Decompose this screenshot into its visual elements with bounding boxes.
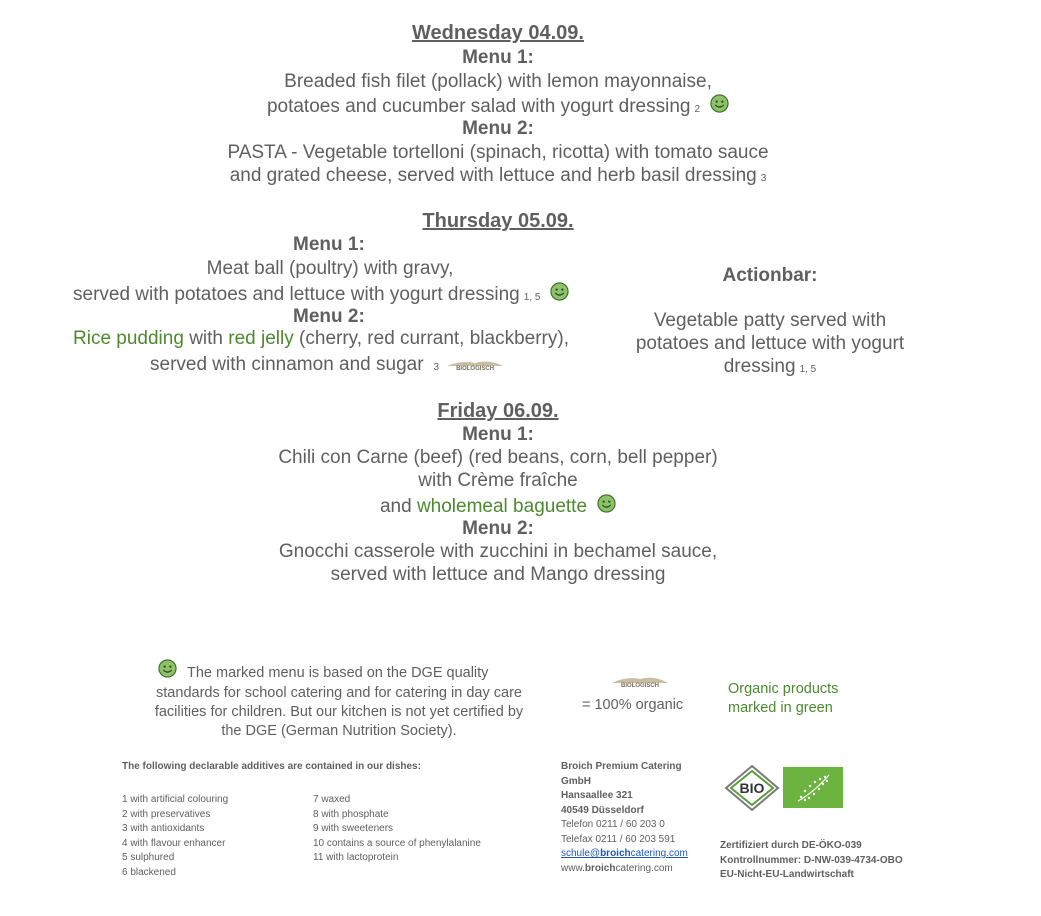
additive-item: 2 with preservatives (122, 808, 211, 820)
actionbar-title: Actionbar: (722, 265, 818, 286)
thursday-menu1-line2: served with potatoes and lettuce with yogurt dressing 1, 5 (73, 282, 569, 306)
organic-green-line1: Organic products (728, 681, 839, 697)
bio-logo-icon (724, 764, 780, 812)
company-name-suffix: GmbH (561, 775, 591, 787)
thursday-menu1-label: Menu 1: (293, 234, 365, 255)
additive-numbers: 3 (433, 362, 440, 373)
smiley-icon (550, 282, 569, 301)
friday-menu1-line1: Chili con Carne (beef) (red beans, corn, bell pepper) (278, 447, 718, 468)
additive-item: 5 sulphured (122, 852, 175, 863)
additive-numbers: 3 (760, 173, 767, 184)
email-link: schule@broichcatering.com (561, 848, 688, 859)
certifier: Zertifiziert durch DE-ÖKO-039 (720, 840, 862, 851)
thursday-menu2-line2: served with cinnamon and sugar 3 BIOLOGISCH (150, 354, 503, 376)
wednesday-menu1-label: Menu 1: (462, 47, 534, 68)
company-city: 40549 Düsseldorf (561, 804, 644, 816)
wednesday-menu1-line1: Breaded fish filet (pollack) with lemon mayonnaise, (284, 71, 712, 92)
thursday-menu2-line1: Rice pudding with red jelly (cherry, red currant, blackberry), (73, 328, 569, 349)
company-street: Hansaallee 321 (561, 790, 633, 801)
additive-item: 1 with artificial colouring (122, 794, 229, 805)
actionbar-line1: Vegetable patty served with (653, 310, 887, 331)
additive-item: 7 waxed (313, 794, 351, 805)
wednesday-menu1-line2: potatoes and cucumber salad with yogurt dressing 2 (0, 94, 996, 118)
friday-menu1-label: Menu 1: (462, 424, 534, 445)
smiley-icon (158, 659, 177, 678)
smiley-icon (597, 494, 616, 513)
dge-note-line3: facilities for children. But our kitchen is not yet certified by (154, 704, 524, 720)
thursday-menu1-line1: Meat ball (poultry) with gravy, (206, 258, 454, 279)
eu-organic-leaf-icon (783, 767, 843, 808)
additives-col2 (313, 793, 481, 866)
additive-item: 9 with sweeteners (313, 823, 394, 834)
friday-menu2-line2: served with lettuce and Mango dressing (330, 564, 666, 585)
additive-item: 6 blackened (122, 866, 176, 878)
dge-note-line4: the DGE (German Nutrition Society). (221, 723, 457, 739)
actionbar-line3: dressing 1, 5 (723, 356, 817, 377)
agriculture-origin: EU-Nicht-EU-Landwirtschaft (720, 869, 854, 880)
additive-item: 11 with lactoprotein (313, 852, 399, 863)
company-name: Broich Premium Catering (561, 761, 682, 772)
dge-note-line1: The marked menu is based on the DGE quality (187, 665, 489, 681)
wednesday-menu2-label: Menu 2: (462, 118, 534, 139)
wednesday-menu2-line2: and grated cheese, served with lettuce and herb basil dressing 3 (229, 165, 767, 186)
dge-note-line2: standards for school catering and for catering in day care (156, 685, 522, 701)
company-email-link[interactable] (561, 847, 688, 862)
friday-menu2-line1: Gnocchi casserole with zucchini in bechamel sauce, (278, 541, 718, 562)
thursday-title: Thursday 05.09. (422, 210, 574, 232)
additive-item: 4 with flavour enhancer (122, 837, 226, 849)
bio-badge-icon: BIOLOGISCH (612, 675, 668, 695)
company-phone: Telefon 0211 / 60 203 0 (561, 819, 665, 830)
smiley-icon (710, 94, 729, 113)
organic-green-line2: marked in green (728, 700, 833, 716)
organic-percent-label: = 100% organic (582, 697, 684, 713)
actionbar-line2: potatoes and lettuce with yogurt (635, 333, 905, 354)
additive-numbers: 1, 5 (799, 364, 817, 375)
additive-item: 8 with phosphate (313, 808, 389, 820)
wednesday-title: Wednesday 04.09. (412, 22, 584, 44)
additive-numbers: 1, 5 (523, 292, 541, 303)
company-website[interactable]: www.broichcatering.com (561, 862, 673, 874)
additive-numbers: 2 (694, 104, 701, 115)
additive-item: 3 with antioxidants (122, 823, 205, 834)
friday-menu2-label: Menu 2: (462, 518, 534, 539)
company-address (561, 760, 688, 876)
svg-text:BIO: BIO (739, 780, 765, 796)
wednesday-menu2-line1: PASTA - Vegetable tortelloni (spinach, ricotta) with tomato sauce (227, 142, 769, 163)
additives-col1 (122, 793, 228, 880)
friday-title: Friday 06.09. (437, 400, 559, 422)
friday-menu1-line3: and wholemeal baguette (0, 494, 996, 518)
friday-menu1-line2: with Crème fraîche (418, 470, 578, 491)
additive-item: 10 contains a source of phenylalanine (313, 837, 481, 849)
additives-heading: The following declarable additives are contained in our dishes: (122, 761, 421, 772)
bio-badge-icon: BIOLOGISCH (447, 359, 503, 375)
certification-text (720, 839, 903, 883)
company-fax: Telefax 0211 / 60 203 591 (561, 833, 676, 845)
control-number: Kontrollnummer: D-NW-039-4734-OBO (720, 854, 903, 866)
thursday-menu2-label: Menu 2: (293, 306, 365, 327)
